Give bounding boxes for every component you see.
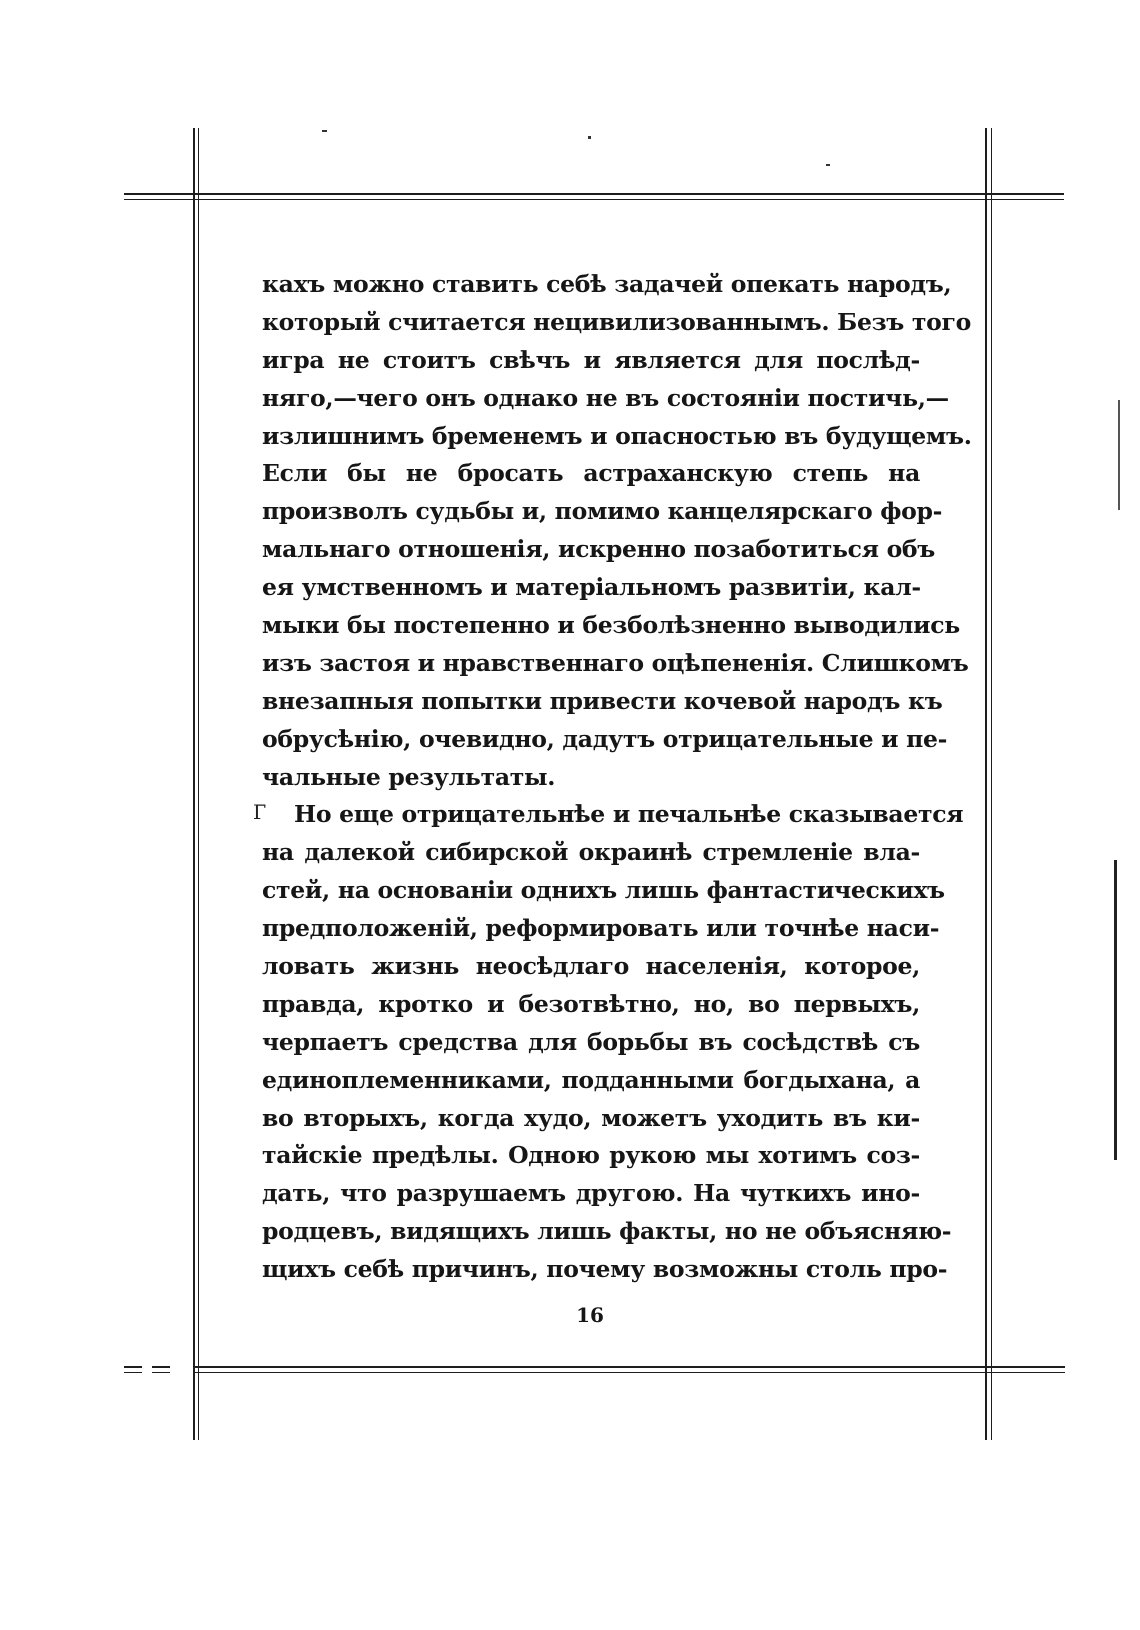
text-line: Если бы не бросать астраханскую степь на (262, 459, 920, 488)
scan-speck (826, 164, 830, 166)
text-line: мыки бы постепенно и безболѣзненно выводились (262, 611, 960, 640)
text-line: игра не стоитъ свѣчъ и является для послѣд- (262, 345, 920, 374)
frame-left-rule-outer (193, 128, 195, 1440)
text-line: черпаетъ средства для борьбы въ сосѣдствѣ съ (262, 1027, 920, 1056)
paragraph-mark: Г (253, 800, 267, 824)
text-line: предположеній, реформировать или точнѣе наси- (262, 914, 940, 943)
text-line: дать, что разрушаемъ другою. На чуткихъ ино- (262, 1179, 920, 1208)
frame-bottom-rule-inner (195, 1372, 1065, 1373)
frame-top-rule-inner (124, 199, 1064, 200)
frame-right-rule-outer (985, 128, 987, 1440)
text-line: ея умственномъ и матеріальномъ развитіи, кал- (262, 573, 921, 602)
text-line: на далекой сибирской окраинѣ стремленіе вла- (262, 838, 920, 867)
scan-speck (588, 136, 591, 139)
scan-edge-mark (1114, 860, 1117, 1160)
text-line: который считается нецивилизованнымъ. Безъ того (262, 307, 972, 336)
scan-edge-mark (1118, 400, 1120, 510)
frame-left-rule-inner (198, 128, 199, 1440)
text-line: во вторыхъ, когда худо, можетъ уходить въ ки- (262, 1103, 920, 1132)
text-line: обрусѣнію, очевидно, дадутъ отрицательные и пе- (262, 724, 948, 753)
scan-speck (322, 130, 327, 132)
frame-top-rule-outer (124, 193, 1064, 195)
text-line: произволъ судьбы и, помимо канцелярскаго фор- (262, 497, 943, 526)
text-line: чальные результаты. (262, 762, 556, 791)
text-line: родцевъ, видящихъ лишь факты, но не объясняю- (262, 1217, 952, 1246)
frame-bottom-rule-outer (195, 1366, 1065, 1368)
body-text (262, 266, 972, 1316)
text-line: мальнаго отношенія, искренно позаботиться объ (262, 535, 936, 564)
text-line: няго,—чего онъ однако не въ состояніи постичь,— (262, 383, 949, 412)
text-line: тайскіе предѣлы. Одною рукою мы хотимъ соз- (262, 1141, 920, 1170)
text-line: щихъ себѣ причинъ, почему возможны столь про- (262, 1255, 948, 1284)
text-line: излишнимъ бременемъ и опасностью въ будущемъ. (262, 421, 972, 450)
text-line: ловать жизнь неосѣдлаго населенія, которое, (262, 952, 920, 981)
text-line: стей, на основаніи однихъ лишь фантастическихъ (262, 876, 945, 905)
text-line: внезапныя попытки привести кочевой народъ къ (262, 686, 943, 715)
frame-right-rule-inner (991, 128, 992, 1440)
text-line: правда, кротко и безотвѣтно, но, во первыхъ, (262, 989, 920, 1018)
frame-bottom-rule-dashes (124, 1366, 179, 1368)
text-line: Но еще отрицательнѣе и печальнѣе сказывается (294, 800, 964, 829)
text-line: кахъ можно ставить себѣ задачей опекать народъ, (262, 270, 952, 298)
text-line: изъ застоя и нравственнаго оцѣпененія. Слишкомъ (262, 648, 969, 677)
page-number: 16 (576, 1303, 604, 1327)
frame-bottom-rule-dashes-inner (124, 1372, 179, 1373)
text-line: единоплеменниками, подданными богдыхана, а (262, 1065, 920, 1094)
